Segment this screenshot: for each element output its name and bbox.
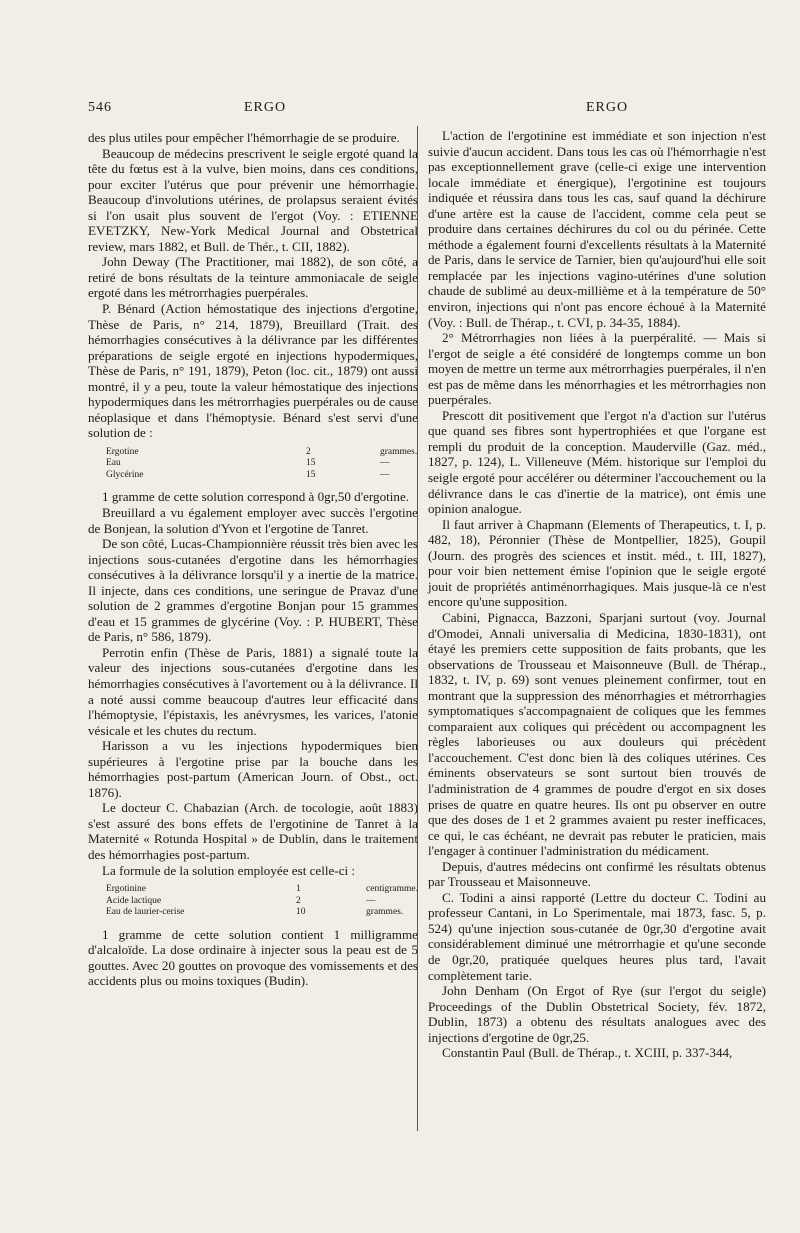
formula-ingredient: Acide lactique [106, 895, 162, 906]
paragraph: P. Bénard (Action hémostatique des injections d'ergotine, Thèse de Paris, n° 214, 1879), Breuillard (Trait. des hémorrhagies consécutives à la délivrance par les différentes préparations de seigle ergoté en injections hypodermiques, Thèse de Paris, n° 191, 1879), Peton (loc. cit., 1879) ont aussi montré, il y a peu, toute la valeur hémostatique des injections hypodermiques dans les métrorrhagies puerpérales ou de cause néoplasique et dans l'hémoptysie. Bénard s'est servi d'une solution de : [88, 301, 418, 441]
paragraph: 2° Métrorrhagies non liées à la puerpéralité. — Mais si l'ergot de seigle a été considéré de longtemps comme un bon moyen de mettre un terme aux métrorrhagies puerpérales, il n'en est pas de même dans les ménorrhagies et les métrorrhagies non puerpérales. [428, 330, 766, 408]
paragraph: Prescott dit positivement que l'ergot n'a d'action sur l'utérus que quand ses fibres sont hypertrophiées et que l'organe est rempli du produit de la conception. Mauderville (Gaz. méd., 1827, p. 124), L. Villeneuve (Mém. historique sur l'emploi du seigle ergoté pour accélérer ou déterminer l'accouchement ou la délivrance dans le cas d'inertie de la matrice), ont émis une opinion analogue. [428, 407, 766, 517]
formula-row [106, 470, 417, 482]
formula-row [106, 907, 418, 919]
formula-unit: — [380, 469, 390, 480]
paragraph: 1 gramme de cette solution correspond à 0gr,50 d'ergotine. [102, 489, 410, 505]
formula-quantity: 2 [296, 895, 301, 906]
formula-quantity: 10 [296, 907, 306, 918]
formula-unit: grammes. [366, 907, 404, 918]
paragraph: des plus utiles pour empêcher l'hémorrhagie de se produire. [88, 130, 400, 145]
formula-unit: — [366, 895, 376, 906]
running-head-right: ERGO [586, 100, 629, 115]
paragraph: C. Todini a ainsi rapporté (Lettre du docteur C. Todini au professeur Cantani, in Lo Sperimentale, mai 1873, fasc. 5, p. 524) qu'une injection sous-cutanée de 0gr,30 d'ergotine avait considérablement diminué une métrorrhagie et qu'une seconde de 0gr,20, pratiquée quelques heures plus tard, l'avait complètement tarie. [428, 889, 766, 983]
formula-quantity: 2 [306, 446, 311, 457]
running-head-left: ERGO [244, 100, 287, 115]
paragraph: Beaucoup de médecins prescrivent le seigle ergoté quand la tête du fœtus est à la vulve, bien moins, dans ces conditions, pour exciter l'utérus que pour prévenir une hémorrhagie. Beaucoup d'involutions utérines, de prolapsus seraient évités si l'on usait plus souvent de l'ergot (Voy. : ETIENNE EVETZKY, New-York Medical Journal and Obstetrical review, mars 1882, et Bull. de Thér., t. CII, 1882). [88, 145, 418, 254]
formula-table-benard [106, 447, 417, 482]
paragraph: John Denham (On Ergot of Rye (sur l'ergot du seigle) Proceedings of the Dublin Obstetrical Society, fév. 1872, Dublin, 1873) a obtenu des résultats analogues avec des injections d'ergotine de 0gr,25. [428, 983, 766, 1045]
paragraph: Cabini, Pignacca, Bazzoni, Sparjani surtout (voy. Journal d'Omodei, Annali universalia di Medicina, 1830-1831), ont étayé les premiers cette supposition de faits probants, que les observations de Trousseau et Maisonneuve (Bull. de Thérap., 1832, t. IV, p. 69) sont venues pleinement confirmer, tout en montrant que la suppression des ménorrhagies et métrorrhagies symptomatiques s'accompagnaient de coliques que les femmes comparaient aux coliques qui précèdent ou accompagnent les règles laborieuses ou aux douleurs qui précèdent l'accouchement. C'est donc bien là des coliques utérines. Ces éminents observateurs se sont surtout bien trouvés de l'administration de 4 grammes de poudre d'ergot en six doses prises de quatre en quatre heures. Ils ont pu observer en outre que des doses de 1 et 2 grammes avaient pu rester inefficaces, ce qui, le cas échéant, ne devrait pas rebuter le praticien, mais l'engager à continuer l'administration du médicament. [428, 609, 766, 859]
paragraph: John Deway (The Practitioner, mai 1882), de son côté, a retiré de bons résultats de la teinture ammoniacale de seigle ergoté dans les métrorrhagies puerpérales. [88, 254, 418, 301]
formula-row [106, 884, 418, 896]
paragraph: Breuillard a vu également employer avec succès l'ergotine de Bonjean, la solution d'Yvon et l'ergotine de Tanret. [88, 504, 418, 536]
formula-table-chabazian [106, 884, 418, 919]
page-number: 546 [88, 100, 112, 115]
paragraph: Constantin Paul (Bull. de Thérap., t. XCIII, p. 337-344, [442, 1045, 733, 1061]
paragraph: Il faut arriver à Chapmann (Elements of Therapeutics, t. I, p. 482, 18), Péronnier (Thèse de Montpellier, 1825), Goupil (Journ. des progrès des sciences et instit. méd., t. III, 1827), pour voir bien nettement émise l'opinion que le seigle ergoté jouit de propriétés antiménorrhagiques. Mais jusque-là ce n'est encore qu'une supposition. [428, 516, 766, 610]
paragraph: Depuis, d'autres médecins ont confirmé les résultats obtenus par Trousseau et Maisonneuve. [428, 858, 766, 890]
formula-row [106, 458, 417, 470]
paragraph: Perrotin enfin (Thèse de Paris, 1881) a signalé toute la valeur des injections sous-cutanées d'ergotine dans les hémorrhagies consécutives à l'avortement ou à la délivrance. Il a noté aussi comme beaucoup d'autres leur efficacité dans l'hémoptysie, l'épistaxis, les anévrysmes, les varices, l'atonie vésicale et les chutes du rectum. [88, 644, 418, 738]
formula-ingredient: Eau [106, 458, 121, 469]
formula-row [106, 447, 417, 459]
formula-unit: grammes. [380, 446, 418, 457]
formula-ingredient: Glycérine [106, 469, 144, 480]
right-column [428, 128, 766, 1061]
formula-ingredient: Ergotine [106, 446, 139, 457]
paragraph: Harisson a vu les injections hypodermiques bien supérieures à l'ergotine prise par la bouche dans les hémorrhagies post-partum (American Journ. of Obst., oct. 1876). [88, 738, 418, 800]
formula-unit: — [380, 458, 390, 469]
formula-quantity: 15 [306, 458, 316, 469]
paragraph: L'action de l'ergotinine est immédiate et son injection n'est suivie d'aucun accident. Dans tous les cas où l'hémorrhagie n'est pas exceptionnellement grave (celle-ci exige une intervention locale immédiate et énergique), l'ergotinine est toujours indiquée et réussira dans tous les cas, sauf quand la déchirure d'une artère est la cause de l'accident, comme cela peut se produire dans certaines déchirures du col ou du périnée. Cette méthode a également fourni d'excellents résultats à la Maternité de Paris, dans le service de Tarnier, bien qu'aujourd'hui elle soit remplacée par les injections vagino-utérines d'une solution chaude de sublimé au deux-millième et à la température de 50° environ, injections qui n'ont pas encore échoué à la Maternité (Voy. : Bull. de Thérap., t. CVI, p. 34-35, 1884). [428, 128, 766, 330]
formula-unit: centigramme. [366, 884, 418, 895]
formula-ingredient: Ergotinine [106, 884, 146, 895]
left-column [88, 130, 418, 989]
formula-row [106, 896, 418, 908]
formula-quantity: 1 [296, 884, 301, 895]
paragraph: De son côté, Lucas-Championnière réussit très bien avec les injections sous-cutanées d'ergotine dans les hémorrhagies consécutives à la délivrance lorsqu'il y a inertie de la matrice. Il injecte, dans ces conditions, une seringue de Pravaz d'une solution de 2 grammes d'ergotine Bonjan pour 15 grammes d'eau et 15 grammes de glycérine (Voy. : P. HUBERT, Thèse de Paris, n° 586, 1879). [88, 536, 418, 645]
paragraph: Le docteur C. Chabazian (Arch. de tocologie, août 1883) s'est assuré des bons effets de l'ergotinine de Tanret à la Maternité « Rotunda Hospital » de Dublin, dans le traitement des hémorrhagies post-partum. [88, 800, 418, 863]
paragraph: La formule de la solution employée est celle-ci : [102, 862, 356, 878]
formula-quantity: 15 [306, 469, 316, 480]
paragraph: 1 gramme de cette solution contient 1 milligramme d'alcaloïde. La dose ordinaire à injecter sous la peau est de 5 gouttes. Avec 20 gouttes on provoque des vomissements et des accidents plus ou moins toxiques (Budin). [88, 926, 418, 989]
formula-ingredient: Eau de laurier-cerise [106, 907, 185, 918]
